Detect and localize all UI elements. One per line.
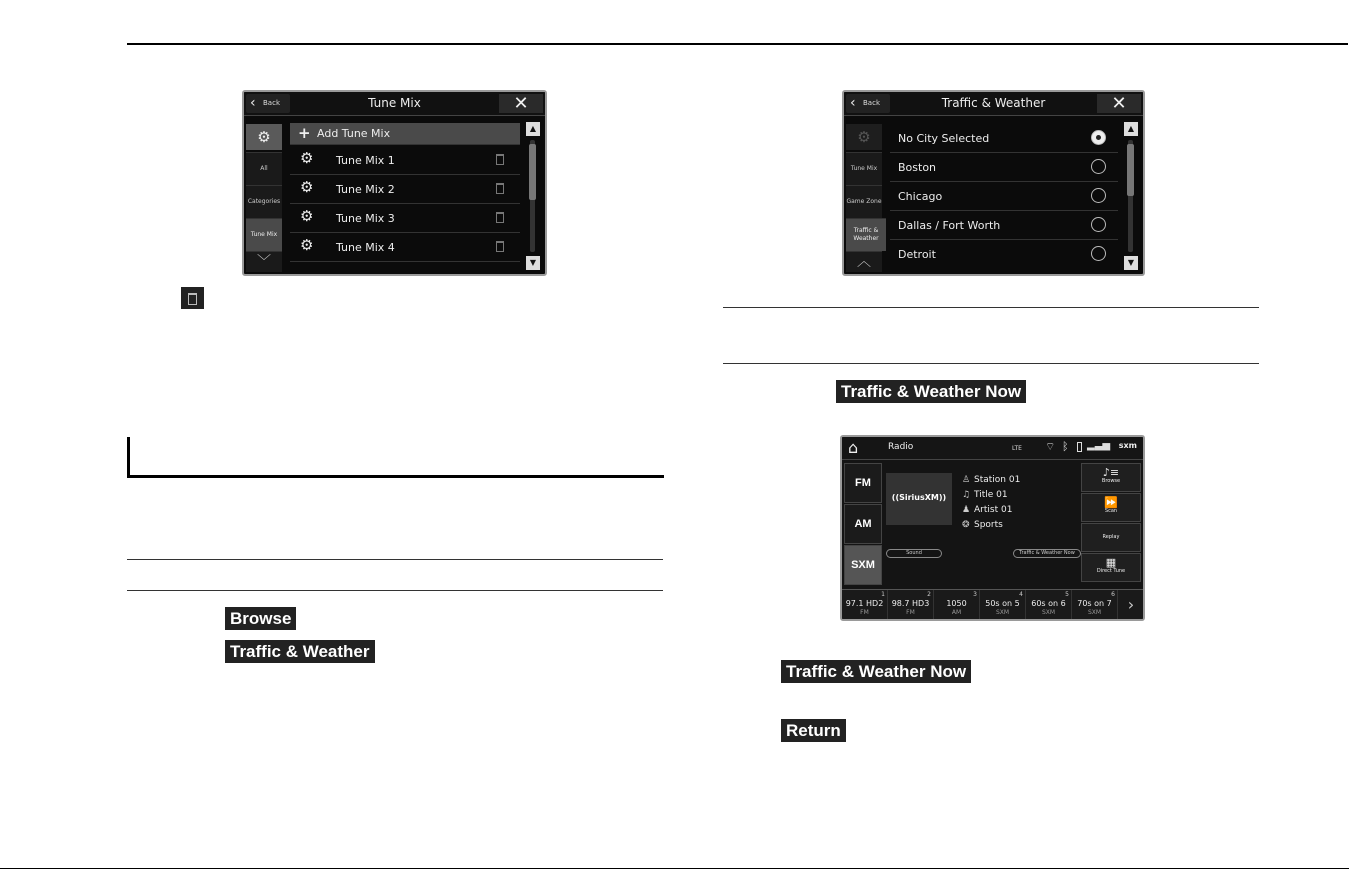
list-item[interactable]: No City Selected <box>890 124 1118 153</box>
settings-gear-tab[interactable] <box>246 124 282 150</box>
fast-forward-icon: ⏩ <box>1104 496 1118 509</box>
artist-icon: ♟ <box>962 505 971 515</box>
chevron-left-icon: ‹ <box>250 95 256 111</box>
traffic-weather-now-button[interactable]: Traffic & Weather Now <box>1013 549 1081 558</box>
direct-tune-button[interactable]: ▦ Direct Tune <box>1081 553 1141 582</box>
divider <box>723 307 1259 308</box>
meta-station: ♙ Station 01 <box>962 475 1021 485</box>
meta-title: ♫ Title 01 <box>962 490 1008 500</box>
status-bar: ⌂ Radio LTE ⌔ ᛒ ▂▃▅ sxm <box>842 437 1143 460</box>
close-button[interactable]: ✕ <box>1097 94 1141 113</box>
title-bar <box>844 92 1143 116</box>
radio[interactable] <box>1091 217 1106 232</box>
back-button[interactable]: ‹ Back <box>246 94 290 113</box>
close-button[interactable]: ✕ <box>499 94 543 113</box>
preset-2[interactable]: 2 98.7 HD3 FM <box>888 590 934 619</box>
scroll-down-icon[interactable]: ▼ <box>1124 256 1138 270</box>
list-item[interactable]: Detroit <box>890 240 1118 268</box>
browse-icon: ♪≡ <box>1102 466 1120 479</box>
browse-button[interactable]: ♪≡ Browse <box>1081 463 1141 492</box>
replay-button[interactable]: Replay <box>1081 523 1141 552</box>
tab-all[interactable]: All <box>246 152 282 185</box>
list-item[interactable]: ⚙ Tune Mix 1 <box>290 146 520 175</box>
preset-3[interactable]: 3 1050 AM <box>934 590 980 619</box>
sxm-status-icon: sxm <box>1118 441 1137 450</box>
category-icon: ❂ <box>962 520 970 530</box>
radio[interactable] <box>1091 246 1106 261</box>
scroll-down-tab[interactable] <box>246 251 282 272</box>
list-item[interactable]: ⚙ Tune Mix 4 <box>290 233 520 262</box>
divider <box>127 559 663 560</box>
scroll-up-icon[interactable]: ▲ <box>526 122 540 136</box>
plus-icon: + <box>298 124 311 142</box>
lte-icon: LTE <box>1012 445 1022 452</box>
preset-1[interactable]: 1 97.1 HD2 FM <box>842 590 888 619</box>
trash-icon[interactable] <box>496 241 504 252</box>
bottom-rule <box>0 868 1349 869</box>
preset-6[interactable]: 6 70s on 7 SXM <box>1072 590 1118 619</box>
chevron-right-icon[interactable]: › <box>1127 595 1135 614</box>
divider <box>127 590 663 591</box>
battery-icon <box>1077 442 1082 452</box>
list-item[interactable]: ⚙ Tune Mix 3 <box>290 204 520 233</box>
scroll-down-icon[interactable]: ▼ <box>526 256 540 270</box>
chevron-down-icon: ﹀ <box>257 254 271 270</box>
gear-icon[interactable]: ⚙ <box>300 178 314 196</box>
list-item[interactable]: Chicago <box>890 182 1118 211</box>
bluetooth-icon: ᛒ <box>1062 440 1069 453</box>
trash-icon[interactable] <box>496 154 504 165</box>
band-sxm[interactable]: SXM <box>844 545 882 585</box>
wifi-icon: ⌔ <box>1045 440 1056 453</box>
scan-button[interactable]: ⏩ Scan <box>1081 493 1141 522</box>
signal-icon: ▂▃▅ <box>1087 440 1111 451</box>
screen-title: Tune Mix <box>368 96 421 110</box>
trash-icon[interactable] <box>496 212 504 223</box>
radio[interactable] <box>1091 159 1106 174</box>
trash-icon[interactable] <box>496 183 504 194</box>
traffic-weather-now-label: Traffic & Weather Now <box>781 660 971 683</box>
station-art <box>886 473 952 525</box>
return-label: Return <box>781 719 846 742</box>
scrollbar[interactable] <box>526 122 540 270</box>
screen-title: Traffic & Weather <box>941 96 1046 110</box>
siriusxm-logo: ((SiriusXM)) <box>891 493 947 502</box>
band-am[interactable]: AM <box>844 504 882 544</box>
list-item[interactable]: Boston <box>890 153 1118 182</box>
back-button[interactable]: ‹ Back <box>846 94 890 113</box>
traffic-weather-label: Traffic & Weather <box>225 640 375 663</box>
top-rule <box>127 43 1348 45</box>
gear-icon[interactable]: ⚙ <box>300 236 314 254</box>
section-heading-box <box>127 437 664 478</box>
band-fm[interactable]: FM <box>844 463 882 503</box>
preset-5[interactable]: 5 60s on 6 SXM <box>1026 590 1072 619</box>
scroll-thumb[interactable] <box>529 144 536 200</box>
keypad-icon: ▦ <box>1105 556 1117 569</box>
traffic-weather-now-label: Traffic & Weather Now <box>836 380 1026 403</box>
scroll-thumb[interactable] <box>1127 144 1134 196</box>
meta-artist: ♟ Artist 01 <box>962 505 1013 515</box>
add-tune-mix-row[interactable]: + Add Tune Mix <box>290 123 520 145</box>
browse-label: Browse <box>225 607 296 630</box>
chevron-up-icon: ︿ <box>857 254 871 270</box>
home-icon[interactable]: ⌂ <box>848 438 859 457</box>
meta-category: ❂ Sports <box>962 520 1003 530</box>
gear-icon[interactable]: ⚙ <box>300 207 314 225</box>
gear-icon[interactable]: ⚙ <box>300 149 314 167</box>
settings-gear-tab <box>846 124 882 150</box>
tab-game-zone[interactable]: Game Zone <box>846 185 882 218</box>
tab-categories[interactable]: Categories <box>246 185 282 218</box>
scrollbar[interactable] <box>1124 122 1138 270</box>
preset-4[interactable]: 4 50s on 5 SXM <box>980 590 1026 619</box>
station-icon: ♙ <box>962 475 971 485</box>
radio[interactable] <box>1091 188 1106 203</box>
radio-screen <box>840 435 1145 621</box>
traffic-weather-screen <box>842 90 1145 276</box>
tab-tune-mix[interactable]: Tune Mix <box>246 218 282 251</box>
title-bar <box>244 92 545 116</box>
chevron-left-icon: ‹ <box>850 95 856 111</box>
trash-icon <box>181 287 204 309</box>
tune-mix-screen <box>242 90 547 276</box>
list-item[interactable]: ⚙ Tune Mix 2 <box>290 175 520 204</box>
tab-tune-mix[interactable]: Tune Mix <box>846 152 882 185</box>
divider <box>723 363 1259 364</box>
gear-icon: ⚙ <box>857 128 871 146</box>
music-note-icon: ♫ <box>962 490 971 500</box>
scroll-up-icon[interactable]: ▲ <box>1124 122 1138 136</box>
tab-traffic-weather[interactable]: Traffic & Weather <box>846 218 886 251</box>
gear-icon: ⚙ <box>257 128 271 146</box>
radio-selected[interactable] <box>1091 130 1106 145</box>
scroll-up-tab[interactable] <box>846 251 882 272</box>
preset-bar <box>842 589 1143 619</box>
list-item[interactable]: Dallas / Fort Worth <box>890 211 1118 240</box>
sound-button[interactable]: Sound <box>886 549 942 558</box>
